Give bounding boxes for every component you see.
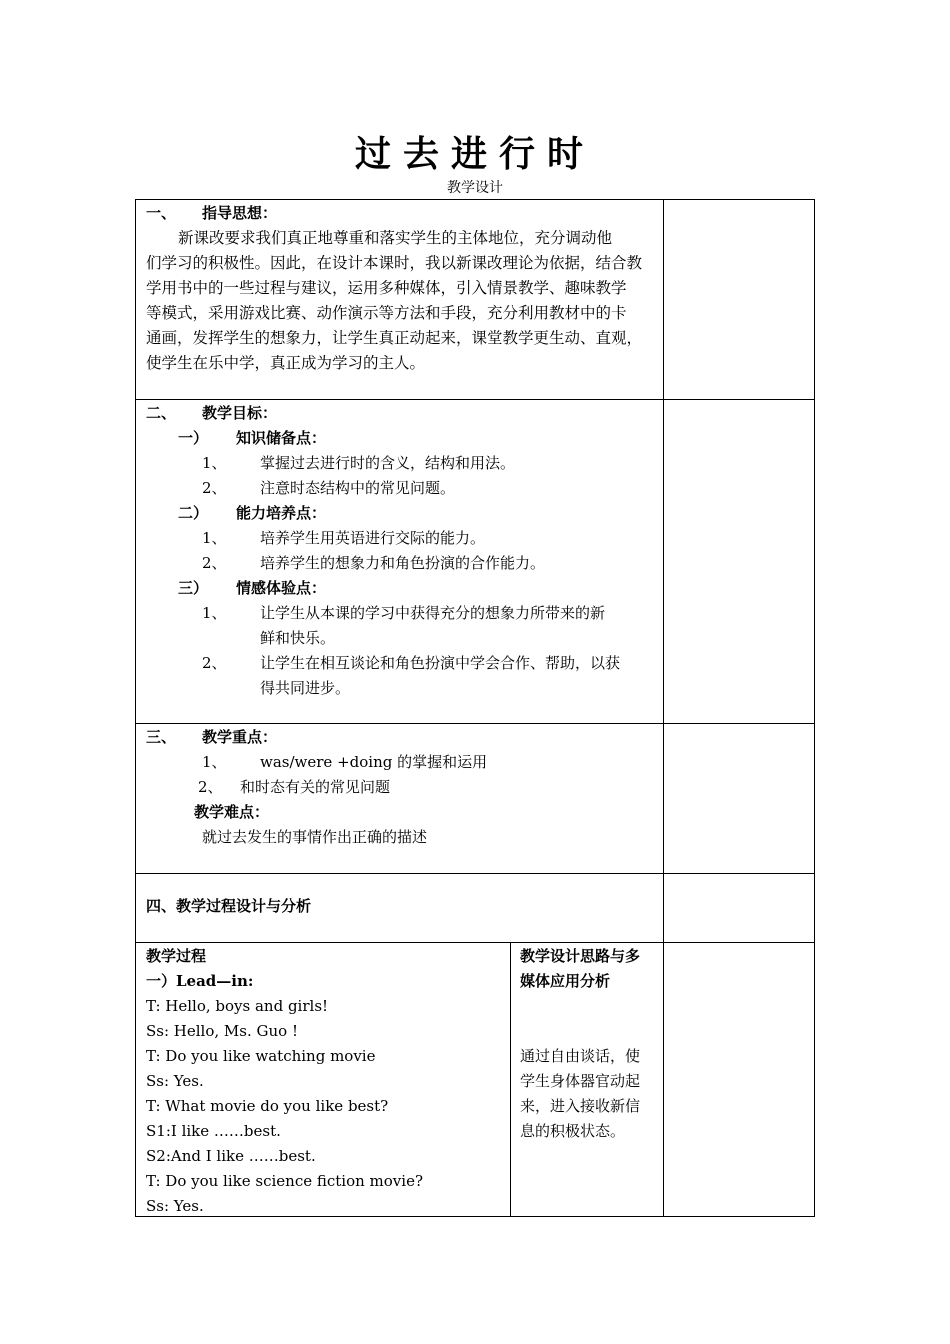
list-item-text: 和时态有关的常见问题 xyxy=(240,778,391,796)
list-item-text: 鲜和快乐。 xyxy=(260,629,336,647)
analysis-text-line: 来，进入接收新信 xyxy=(520,1097,641,1115)
dialogue-line: S2:And I like ……best. xyxy=(146,1147,316,1165)
analysis-heading: 教学设计思路与多 xyxy=(520,947,641,965)
row-divider xyxy=(136,873,814,874)
list-item-number: 1、 xyxy=(202,604,227,622)
subsection-number: 三） xyxy=(178,579,209,597)
dialogue-line: T: Do you like watching movie xyxy=(146,1047,376,1065)
analysis-heading: 媒体应用分析 xyxy=(520,972,611,990)
subsection-label: 知识储备点： xyxy=(236,429,327,447)
list-item-number: 2、 xyxy=(202,654,227,672)
list-item-text: 让学生在相互谈论和角色扮演中学会合作、帮助，以获 xyxy=(260,654,621,672)
dialogue-line: Ss: Hello, Ms. Guo ! xyxy=(146,1022,298,1040)
list-item-text: 得共同进步。 xyxy=(260,679,351,697)
column-divider-main xyxy=(663,200,664,1216)
section-1-paragraph-line: 等模式，采用游戏比赛、动作演示等方法和手段，充分利用教材中的卡 xyxy=(146,304,627,322)
subsection-label: 能力培养点： xyxy=(236,504,327,522)
difficulty-text: 就过去发生的事情作出正确的描述 xyxy=(202,828,428,846)
analysis-text-line: 息的积极状态。 xyxy=(520,1122,626,1140)
lead-in-heading: 一）Lead—in: xyxy=(146,972,254,990)
list-item-number: 2、 xyxy=(202,479,227,497)
list-item-number: 1、 xyxy=(202,454,227,472)
list-item-text: 让学生从本课的学习中获得充分的想象力所带来的新 xyxy=(260,604,606,622)
subsection-number: 一） xyxy=(178,429,209,447)
dialogue-line: Ss: Yes. xyxy=(146,1197,204,1215)
subsection-label: 情感体验点： xyxy=(236,579,327,597)
list-item-number: 2、 xyxy=(202,554,227,572)
difficulty-label: 教学难点： xyxy=(194,803,270,821)
list-item-text: was/were +doing 的掌握和运用 xyxy=(260,753,488,771)
analysis-text-line: 学生身体器官动起 xyxy=(520,1072,641,1090)
list-item-text: 培养学生的想象力和角色扮演的合作能力。 xyxy=(260,554,546,572)
page-subtitle: 教学设计 xyxy=(447,180,503,196)
section-2-number: 二、 xyxy=(146,404,177,422)
list-item-number: 1、 xyxy=(202,753,227,771)
section-1-paragraph-line: 们学习的积极性。因此，在设计本课时，我以新课改理论为依据，结合教 xyxy=(146,254,643,272)
list-item-number: 1、 xyxy=(202,529,227,547)
section-1-paragraph-line: 新课改要求我们真正地尊重和落实学生的主体地位，充分调动他 xyxy=(178,229,613,247)
list-item-text: 掌握过去进行时的含义，结构和用法。 xyxy=(260,454,516,472)
row-divider xyxy=(136,399,814,400)
section-3-number: 三、 xyxy=(146,728,177,746)
lesson-plan-table xyxy=(135,199,815,1217)
dialogue-line: T: What movie do you like best? xyxy=(146,1097,389,1115)
section-1-paragraph-line: 学用书中的一些过程与建议，运用多种媒体，引入情景教学、趣味教学 xyxy=(146,279,627,297)
list-item-text: 注意时态结构中的常见问题。 xyxy=(260,479,456,497)
section-1-paragraph-line: 通画，发挥学生的想象力，让学生真正动起来，课堂教学更生动、直观， xyxy=(146,329,643,347)
process-heading: 教学过程 xyxy=(146,947,207,965)
section-1-number: 一、 xyxy=(146,204,177,222)
list-item-text: 培养学生用英语进行交际的能力。 xyxy=(260,529,486,547)
subsection-number: 二） xyxy=(178,504,209,522)
section-3-heading: 教学重点： xyxy=(202,728,278,746)
dialogue-line: S1:I like ……best. xyxy=(146,1122,281,1140)
row-divider xyxy=(136,942,814,943)
analysis-text-line: 通过自由谈话，使 xyxy=(520,1047,641,1065)
dialogue-line: T: Hello, boys and girls! xyxy=(146,997,329,1015)
section-1-paragraph-line: 使学生在乐中学，真正成为学习的主人。 xyxy=(146,354,426,372)
page-title: 过去进行时 xyxy=(354,134,595,175)
dialogue-line: T: Do you like science fiction movie? xyxy=(146,1172,423,1190)
row-divider xyxy=(136,723,814,724)
dialogue-line: Ss: Yes. xyxy=(146,1072,204,1090)
section-2-heading: 教学目标： xyxy=(202,404,278,422)
list-item-number: 2、 xyxy=(198,778,223,796)
section-4-heading: 四、教学过程设计与分析 xyxy=(146,897,312,915)
section-1-heading: 指导思想： xyxy=(202,204,278,222)
column-divider-process xyxy=(510,942,511,1216)
